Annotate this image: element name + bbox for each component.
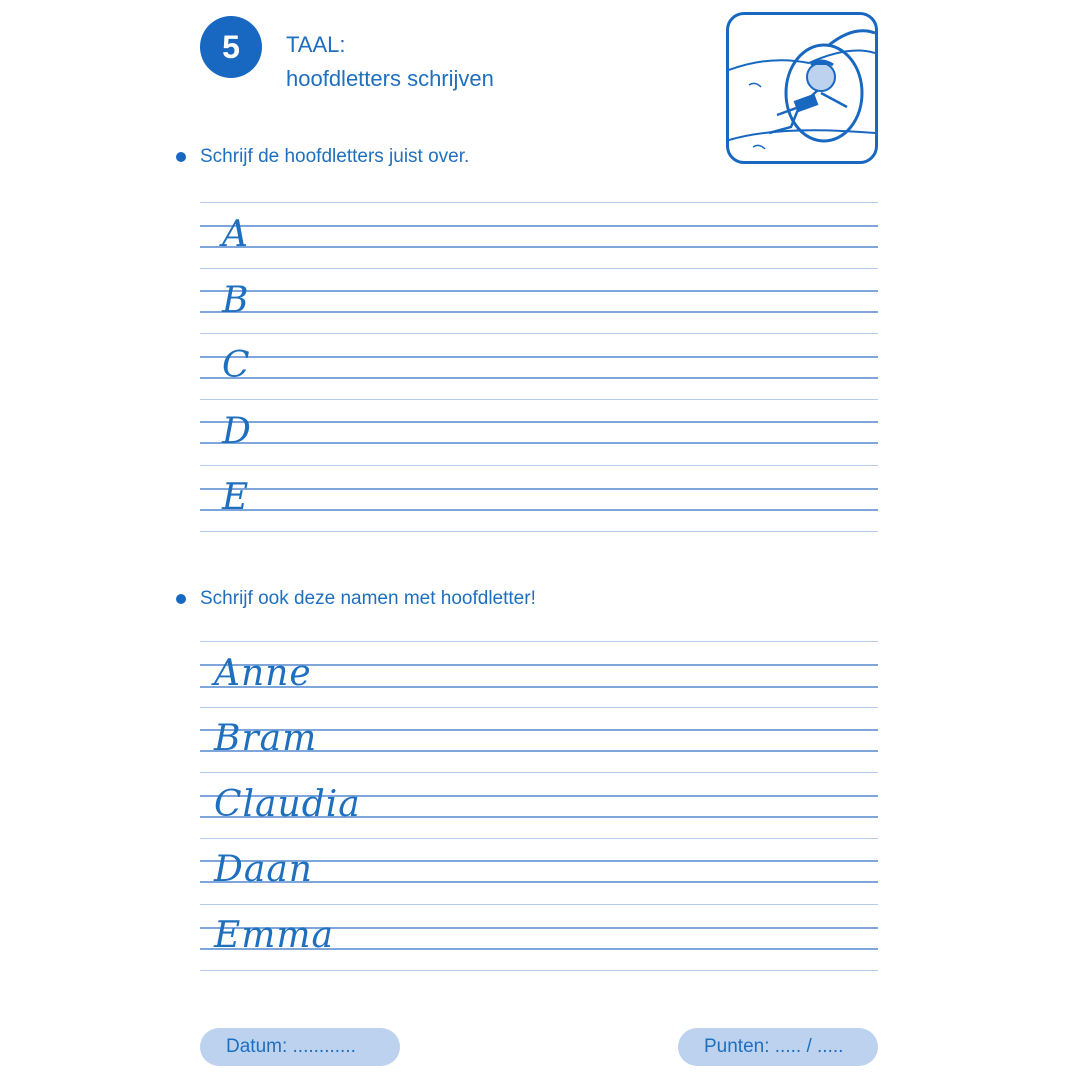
ruled-line	[200, 531, 878, 532]
model-name: Bram	[214, 718, 318, 759]
date-field[interactable]	[200, 1028, 400, 1066]
model-name: Emma	[214, 915, 335, 956]
instruction-1-text: Schrijf de hoofdletters juist over.	[200, 146, 470, 167]
ruled-line	[200, 377, 878, 379]
lesson-number-badge	[200, 16, 262, 78]
bullet-icon	[176, 152, 186, 162]
model-letter: E	[222, 477, 250, 518]
page-subtitle: hoofdletters schrijven	[286, 66, 494, 91]
model-letter: D	[222, 411, 252, 452]
ruled-line	[200, 904, 878, 905]
ruled-line	[200, 772, 878, 773]
ruled-line	[200, 421, 878, 423]
ruled-line	[200, 509, 878, 511]
ruled-line	[200, 442, 878, 444]
ruled-line	[200, 707, 878, 708]
ruled-line	[200, 399, 878, 400]
model-letter: C	[222, 345, 251, 386]
bullet-icon	[176, 594, 186, 604]
model-name: Daan	[214, 849, 313, 890]
ruled-line	[200, 311, 878, 313]
model-name: Claudia	[214, 784, 361, 825]
ruled-line	[200, 356, 878, 358]
page-title: TAAL:	[286, 32, 346, 57]
instruction-2-text: Schrijf ook deze namen met hoofdletter!	[200, 588, 536, 609]
points-label: Punten: ..... / .....	[704, 1036, 844, 1057]
ruled-line	[200, 202, 878, 203]
ruled-line	[200, 488, 878, 490]
child-with-diving-mask-icon	[726, 12, 878, 164]
instruction-2	[176, 588, 536, 610]
ruled-line	[200, 225, 878, 227]
ruled-line	[200, 465, 878, 466]
ruled-line	[200, 970, 878, 971]
ruled-line	[200, 333, 878, 334]
ruled-line	[200, 268, 878, 269]
ruled-line	[200, 246, 878, 248]
instruction-1	[176, 146, 469, 168]
date-label: Datum: ............	[226, 1036, 356, 1057]
ruled-line	[200, 290, 878, 292]
model-name: Anne	[214, 653, 312, 694]
lesson-number: 5	[222, 28, 240, 65]
points-field[interactable]	[678, 1028, 878, 1066]
model-letter: A	[222, 214, 249, 255]
model-letter: B	[222, 280, 250, 321]
ruled-line	[200, 641, 878, 642]
ruled-line	[200, 838, 878, 839]
